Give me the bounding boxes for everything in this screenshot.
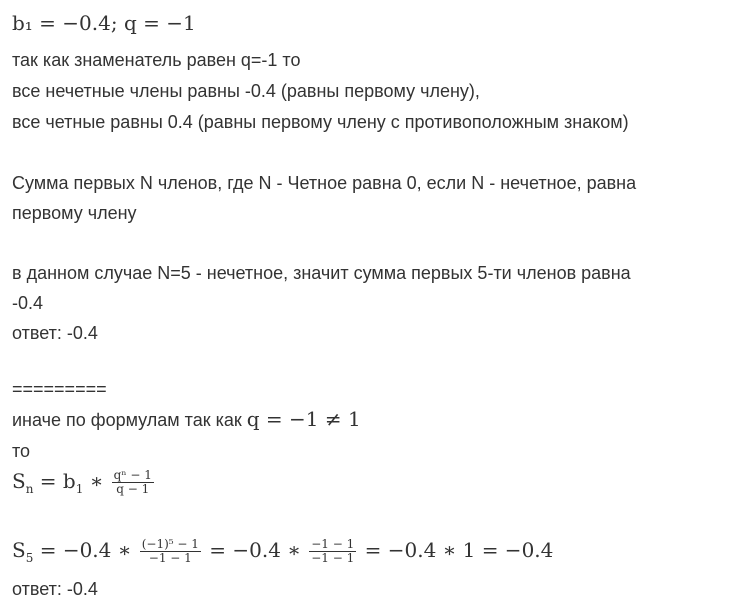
- sn-symbol: S: [12, 469, 26, 493]
- initial-values-formula: b₁ = −0.4; q = −1: [12, 11, 196, 35]
- separator-line: =========: [12, 379, 107, 399]
- s5-f2-numerator: −1 − 1: [311, 537, 355, 551]
- s5-part-b: = −0.4 ∗: [202, 538, 308, 562]
- s5-subscript: 5: [25, 551, 34, 565]
- sn-eq-b: = b: [33, 469, 76, 493]
- sn-fraction: [112, 469, 154, 496]
- text-line-6: в данном случае N=5 - нечетное, значит сумма первых 5-ти членов равна: [12, 263, 631, 283]
- text-line-4: Сумма первых N членов, где N - Четное равна 0, если N - нечетное, равна: [12, 173, 637, 193]
- sn-subscript: n: [25, 482, 34, 496]
- s5-f1-denominator: −1 − 1: [148, 551, 192, 565]
- s5-fraction-2: [309, 538, 356, 565]
- text-line-1: так как знаменатель равен q=-1 то: [12, 50, 301, 70]
- text-line-5: первому члену: [12, 203, 137, 223]
- text-line-11: то: [12, 441, 31, 461]
- s5-part-a: = −0.4 ∗: [33, 538, 138, 562]
- answer-line-1: ответ: -0.4: [12, 323, 98, 343]
- text-line-10-label: иначе по формулам так как: [12, 410, 247, 430]
- s5-part-c: = −0.4 ∗ 1 = −0.4: [358, 538, 554, 562]
- s5-f2-denominator: −1 − 1: [311, 551, 355, 565]
- sn-denominator: q − 1: [116, 482, 150, 496]
- text-line-3: все четные равны 0.4 (равны первому члену с противоположным знаком): [12, 112, 629, 132]
- s5-formula: [12, 533, 553, 575]
- text-line-10: [12, 408, 361, 431]
- sn-numerator: qⁿ − 1: [113, 468, 152, 482]
- s5-fraction-1: [140, 538, 201, 565]
- text-line-2: все нечетные члены равны -0.4 (равны первому члену),: [12, 81, 480, 101]
- answer-line-2: ответ: -0.4: [12, 579, 98, 599]
- neq-formula: q = −1 ≠ 1: [246, 407, 361, 431]
- sn-star: ∗: [83, 469, 110, 493]
- sum-formula: [12, 466, 156, 504]
- s5-symbol: S: [12, 538, 26, 562]
- sn-b-subscript: 1: [75, 482, 84, 496]
- s5-f1-numerator: (−1)⁵ − 1: [141, 537, 199, 551]
- text-line-7: -0.4: [12, 293, 44, 313]
